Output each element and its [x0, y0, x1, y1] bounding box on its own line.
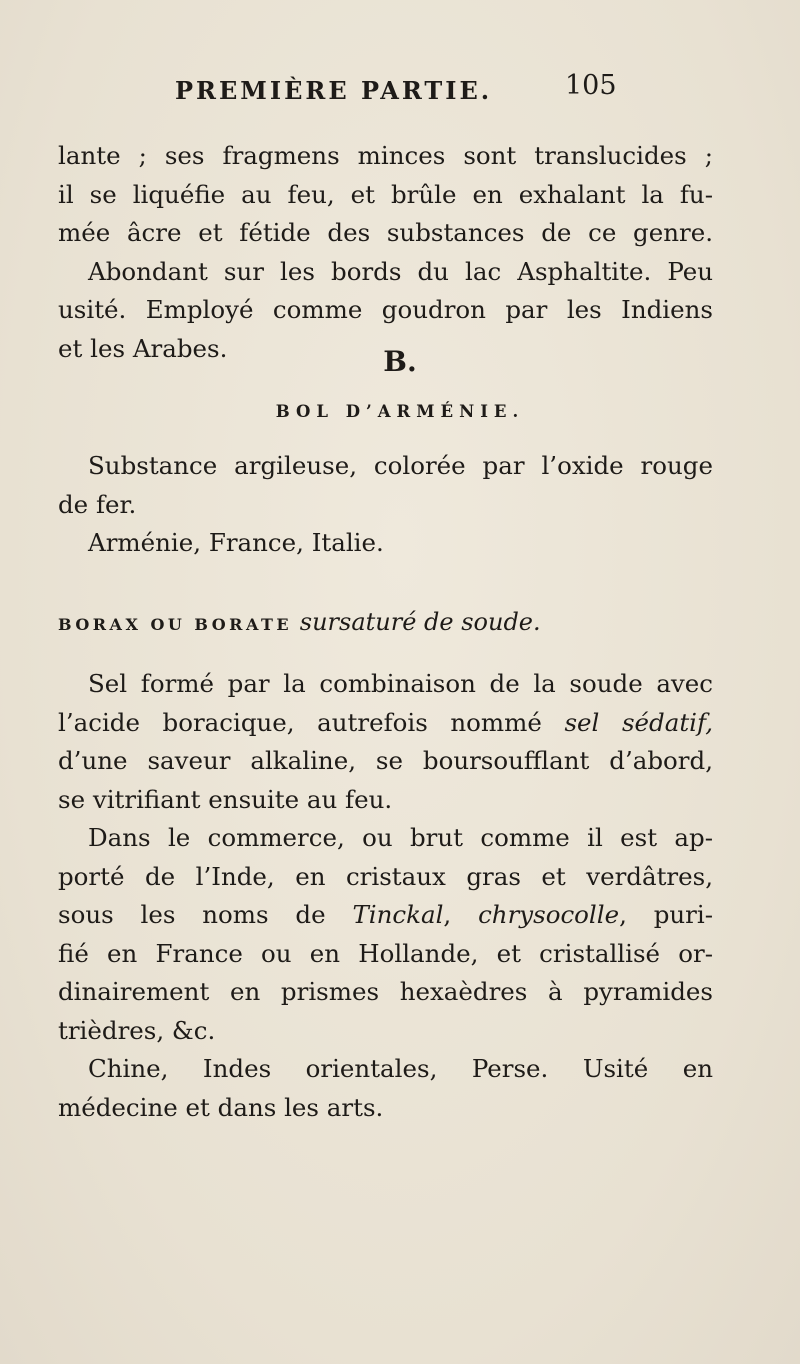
section-letter-heading: B. [383, 345, 417, 378]
text-fragment: l’acide boracique, autrefois nommé [58, 707, 542, 737]
paragraph-bol [58, 447, 713, 563]
text-line: Substance argileuse, colorée par l’oxide rouge [88, 451, 713, 480]
text-line: dinairement en prismes hexaèdres à pyramides [58, 977, 713, 1006]
text-line: porté de l’Inde, en cristaux gras et verdâtres, [58, 861, 713, 891]
text-line: d’une saveur alkaline, se boursoufflant d’abord, [58, 746, 713, 775]
text-line: Arménie, France, Italie. [88, 528, 384, 557]
running-head [0, 70, 800, 116]
text-line: Dans le commerce, ou brut comme il est ap- [88, 823, 713, 852]
text-line: et les Arabes. [58, 333, 228, 363]
text-line: lante ; ses fragmens minces sont translucides ; [58, 141, 713, 170]
italic-term: sel sédatif, [564, 707, 713, 737]
text-line: de fer. [58, 489, 137, 519]
text-line: il se liquéfie au feu, et brûle en exhalant la fu- [58, 179, 713, 209]
text-line [58, 896, 713, 935]
italic-term: chrysocolle [478, 900, 620, 929]
page-number: 105 [565, 70, 617, 101]
text-line: Sel formé par la combinaison de la soude avec [88, 669, 713, 698]
section-title-borax [58, 608, 541, 636]
section-title-bol: BOL D’ARMÉNIE. [275, 402, 525, 421]
text-line: Abondant sur les bords du lac Asphaltite. Peu [88, 256, 713, 286]
text-fragment: , [443, 900, 452, 929]
text-line: médecine et dans les arts. [58, 1092, 384, 1122]
paragraph-asphalt [58, 137, 713, 368]
text-line: se vitrifiant ensuite au feu. [58, 784, 393, 814]
running-title: PREMIÈRE PARTIE. [175, 76, 493, 105]
italic-term: Tinckal [352, 900, 444, 929]
text-line: usité. Employé comme goudron par les Indiens [58, 295, 713, 324]
text-line: trièdres, &c. [58, 1015, 216, 1045]
borax-title-smallcaps: BORAX OU BORATE [58, 615, 293, 634]
paragraph-borax-1 [58, 665, 713, 819]
borax-title-italic: sursaturé de soude. [299, 608, 541, 636]
text-fragment: sous les noms de [58, 900, 326, 929]
paragraph-borax-3 [58, 1050, 713, 1127]
text-line: mée âcre et fétide des substances de ce genre. [58, 218, 713, 247]
text-line: fié en France ou en Hollande, et cristallisé or- [58, 938, 713, 968]
text-fragment: , puri- [619, 900, 714, 929]
text-line: Chine, Indes orientales, Perse. Usité en [88, 1054, 713, 1083]
text-line [58, 704, 713, 743]
paragraph-borax-2 [58, 819, 713, 1050]
